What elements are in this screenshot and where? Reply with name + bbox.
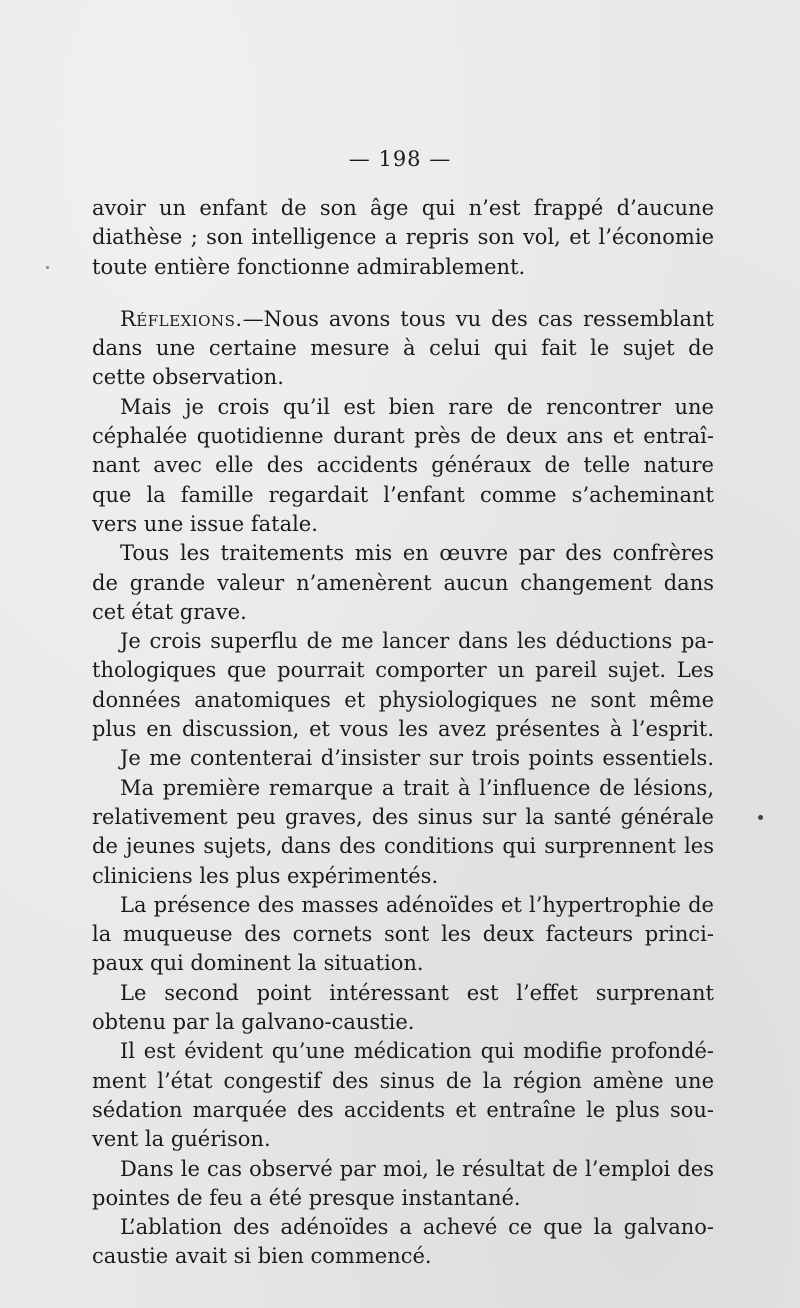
text-fragment: —Nous avons tous vu des cas ressemblant — [242, 306, 714, 331]
paragraph — [92, 393, 714, 539]
page-number: — 198 — — [348, 147, 452, 171]
paragraph — [92, 891, 714, 979]
text-line: dans une certaine mesure à celui qui fait le sujet de — [92, 336, 714, 361]
text-line: Mais je crois qu’il est bien rare de rencontrer une — [120, 394, 714, 419]
text-line: pointes de feu a été presque instantané. — [92, 1185, 521, 1210]
text-line: cliniciens les plus expérimentés. — [92, 863, 439, 888]
text-line: obtenu par la galvano-caustie. — [92, 1010, 415, 1035]
text-line: céphalée quotidienne durant près de deux ans et entraî- — [92, 424, 714, 449]
paragraph — [92, 539, 714, 627]
text-line: Dans le cas observé par moi, le résultat de l’emploi des — [120, 1156, 714, 1181]
text-line: cette observation. — [92, 365, 284, 390]
paragraph — [92, 774, 714, 891]
text-line: vent la guérison. — [92, 1127, 271, 1152]
text-line: thologiques que pourrait comporter un pareil sujet. Les — [92, 658, 714, 683]
body-text — [92, 194, 714, 1272]
text-line: relativement peu graves, des sinus sur la santé générale — [92, 804, 714, 829]
text-line: de jeunes sujets, dans des conditions qui surprennent les — [92, 834, 714, 859]
text-line: nant avec elle des accidents généraux de telle nature — [92, 453, 714, 478]
paragraph — [92, 627, 714, 744]
paragraph-reflexions — [92, 305, 714, 393]
text-line: que la famille regardait l’enfant comme s’acheminant — [92, 482, 714, 507]
text-line: diathèse ; son intelligence a repris son vol, et l’économie — [92, 225, 714, 250]
text-line: de grande valeur n’amenèrent aucun changement dans — [92, 570, 714, 595]
text-line: cet état grave. — [92, 599, 247, 624]
text-line: paux qui dominent la situation. — [92, 951, 424, 976]
paragraph — [92, 979, 714, 1038]
text-line: la muqueuse des cornets sont les deux facteurs princi- — [92, 922, 714, 947]
text-line: L’ablation des adénoïdes a achevé ce que la galvano- — [120, 1215, 714, 1240]
text-line: données anatomiques et physiologiques ne sont même — [92, 687, 714, 712]
text-line: caustie avait si bien commencé. — [92, 1244, 432, 1269]
text-line — [92, 305, 714, 334]
paragraph — [92, 1213, 714, 1272]
text-line: vers une issue fatale. — [92, 511, 318, 536]
text-line: Ma première remarque a trait à l’influence de lésions, — [120, 775, 714, 800]
paragraph — [92, 194, 714, 282]
text-line: Tous les traitements mis en œuvre par des confrères — [120, 541, 714, 566]
paragraph — [92, 1155, 714, 1214]
text-line: Je me contenterai d’insister sur trois points essentiels. — [120, 746, 714, 771]
text-line: avoir un enfant de son âge qui n’est frappé d’aucune — [92, 196, 714, 220]
text-line: sédation marquée des accidents et entraîne le plus sou- — [92, 1097, 714, 1122]
scan-speck — [46, 266, 49, 269]
text-line: La présence des masses adénoïdes et l’hypertrophie de — [120, 892, 714, 917]
text-line: Je crois superflu de me lancer dans les déductions pa- — [120, 629, 714, 654]
text-line: plus en discussion, et vous les avez présentes à l’esprit. — [92, 717, 714, 742]
text-line: Le second point intéressant est l’effet surprenant — [120, 980, 714, 1005]
text-line: Il est évident qu’une médication qui modifie profondé- — [120, 1039, 714, 1064]
section-heading: Réflexions. — [120, 306, 243, 331]
text-line: toute entière fonctionne admirablement. — [92, 254, 526, 279]
scan-speck — [758, 815, 763, 820]
paragraph — [92, 1037, 714, 1154]
paragraph — [92, 744, 714, 773]
text-line: ment l’état congestif des sinus de la région amène une — [92, 1068, 714, 1093]
